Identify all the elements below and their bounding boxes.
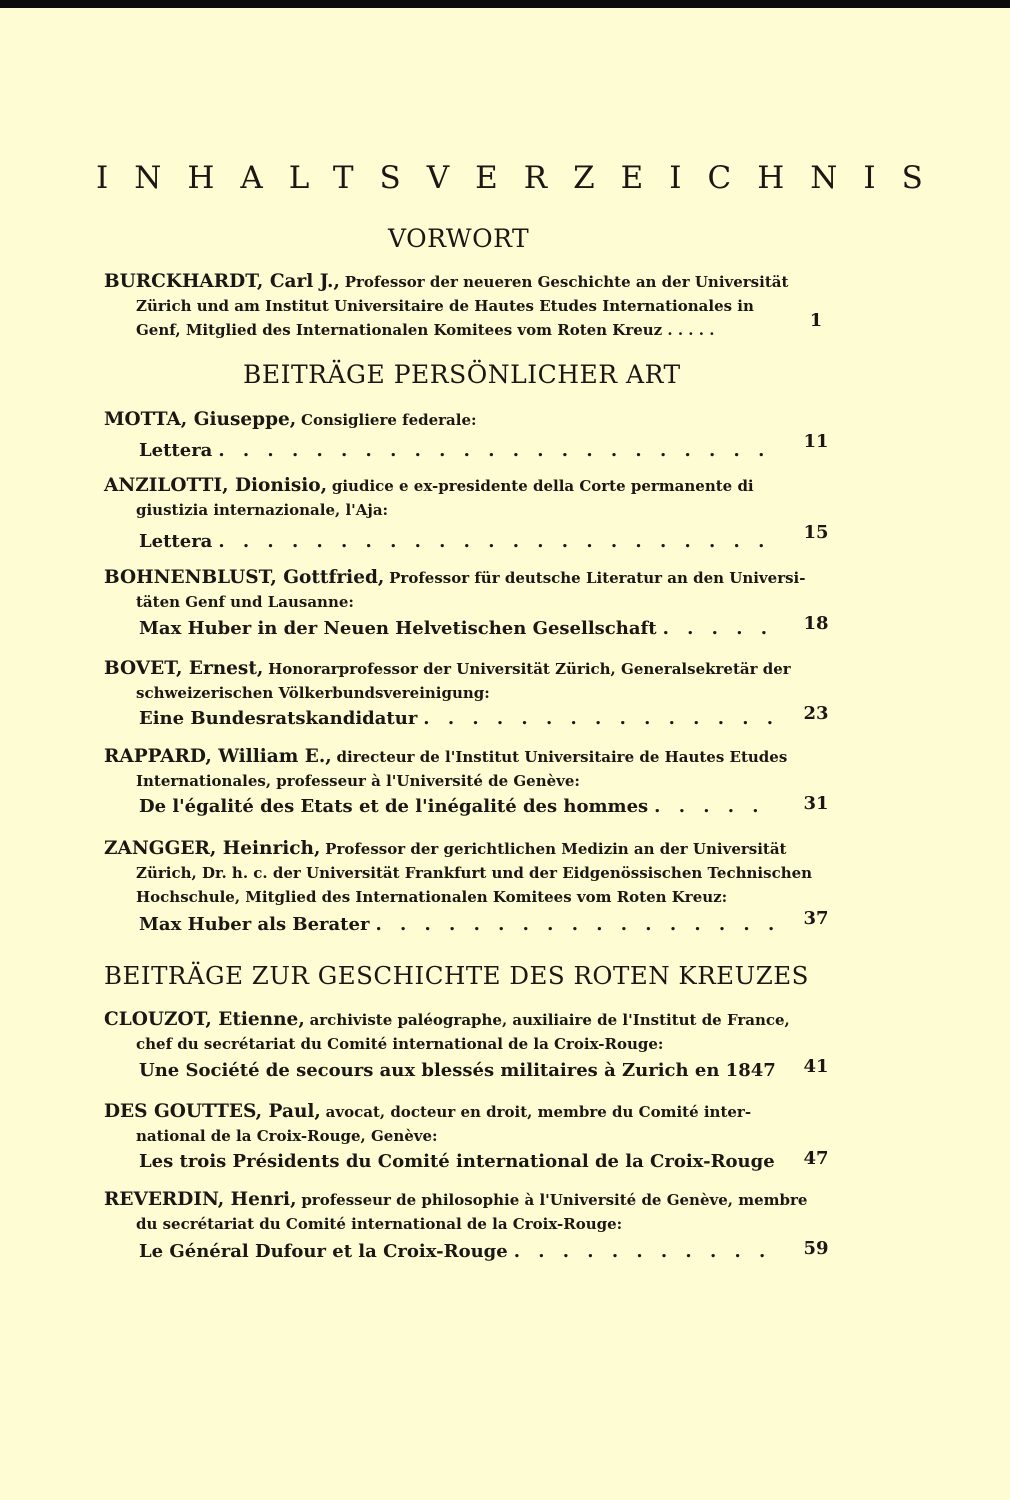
author-description: giudice e ex-presidente della Corte permanente di xyxy=(331,477,754,495)
author-description-cont: täten Genf und Lausanne: xyxy=(136,593,354,611)
author-description: Professor der neueren Geschichte an der Universität xyxy=(344,273,789,291)
article-title-row xyxy=(139,1151,789,1179)
leader-dots xyxy=(369,914,775,935)
author-description-cont: Hochschule, Mitglied des Internationalen Komitees vom Roten Kreuz: xyxy=(136,888,728,906)
author-name: BOHNENBLUST, Gottfried, xyxy=(104,567,385,588)
author-description: Professor der gerichtlichen Medizin an der Universität xyxy=(325,840,787,858)
article-title-row xyxy=(139,914,775,942)
entry-author-line xyxy=(104,566,806,590)
article-title: Lettera xyxy=(139,440,213,461)
author-description-cont: du secrétariat du Comité international de la Croix-Rouge: xyxy=(136,1215,623,1233)
entry-author-line xyxy=(104,270,789,294)
article-title: Max Huber als Berater xyxy=(139,914,370,935)
leader-dots xyxy=(212,440,775,461)
page-number: 59 xyxy=(803,1238,829,1259)
entry-author-line xyxy=(104,745,788,769)
page-number: 41 xyxy=(803,1056,829,1077)
article-title-row xyxy=(139,440,775,468)
entry-author-line xyxy=(104,837,787,861)
page-number: 31 xyxy=(803,793,829,814)
leader-dots xyxy=(508,1241,775,1262)
page-title: INHALTSVERZEICHNIS xyxy=(96,160,949,196)
author-description-cont: schweizerischen Völkerbundsvereinigung: xyxy=(136,684,490,702)
page-number: 23 xyxy=(803,703,829,724)
article-title-row xyxy=(139,1060,789,1088)
article-title: Les trois Présidents du Comité international de la Croix-Rouge xyxy=(139,1151,775,1172)
author-description: Consigliere federale: xyxy=(301,411,477,429)
author-description: avocat, docteur en droit, membre du Comité inter- xyxy=(325,1103,752,1121)
entry-author-line xyxy=(104,1100,784,1124)
leader-dots xyxy=(417,708,775,729)
article-title-row xyxy=(139,618,775,646)
author-name: BOVET, Ernest, xyxy=(104,658,264,679)
author-description-cont: giustizia internazionale, l'Aja: xyxy=(136,501,389,519)
author-name: DES GOUTTES, Paul, xyxy=(104,1101,321,1122)
author-name: REVERDIN, Henri, xyxy=(104,1189,297,1210)
article-title-row xyxy=(139,531,775,559)
entry-author-line xyxy=(104,408,784,432)
section-heading-vorwort: VORWORT xyxy=(388,224,530,253)
author-description: directeur de l'Institut Universitaire de Hautes Etudes xyxy=(336,748,788,766)
article-title-row xyxy=(139,796,775,824)
article-title: De l'égalité des Etats et de l'inégalité des hommes xyxy=(139,796,649,817)
section-heading-rotes-kreuz: BEITRÄGE ZUR GESCHICHTE DES ROTEN KREUZES xyxy=(104,961,809,990)
page-number: 18 xyxy=(803,613,829,634)
author-description-cont: national de la Croix-Rouge, Genève: xyxy=(136,1127,438,1145)
leader-dots xyxy=(212,531,775,552)
page-number: 1 xyxy=(809,310,823,331)
page-number: 47 xyxy=(803,1148,829,1169)
entry-author-line xyxy=(104,1188,808,1212)
entry-author-line xyxy=(104,657,791,681)
article-title: Lettera xyxy=(139,531,213,552)
author-description-cont: Zürich und am Institut Universitaire de Hautes Etudes Internationales in xyxy=(136,297,754,315)
author-description: professeur de philosophie à l'Université de Genève, membre xyxy=(301,1191,808,1209)
leader-dots xyxy=(657,618,775,639)
author-name: ANZILOTTI, Dionisio, xyxy=(104,475,328,496)
article-title: Eine Bundesratskandidatur xyxy=(139,708,418,729)
article-title-row xyxy=(139,1241,775,1269)
author-description: archiviste paléographe, auxiliaire de l'Institut de France, xyxy=(309,1011,790,1029)
page-number: 11 xyxy=(803,431,829,452)
article-title: Max Huber in der Neuen Helvetischen Gesellschaft xyxy=(139,618,657,639)
author-description: Professor für deutsche Literatur an den Universi- xyxy=(389,569,806,587)
leader-dots xyxy=(648,796,775,817)
entry-author-line xyxy=(104,1008,790,1032)
author-description-cont: Internationales, professeur à l'Université de Genève: xyxy=(136,772,580,790)
author-description-cont: Zürich, Dr. h. c. der Universität Frankfurt und der Eidgenössischen Technischen xyxy=(136,864,813,882)
author-name: BURCKHARDT, Carl J., xyxy=(104,271,340,292)
page-number: 15 xyxy=(803,522,829,543)
article-title-row xyxy=(139,708,775,736)
entry-author-line xyxy=(104,474,784,498)
author-description: Honorarprofessor der Universität Zürich, Generalsekretär der xyxy=(268,660,791,678)
section-heading-persoenlicher-art: BEITRÄGE PERSÖNLICHER ART xyxy=(243,360,681,389)
author-description-cont: chef du secrétariat du Comité international de la Croix-Rouge: xyxy=(136,1035,664,1053)
author-name: RAPPARD, William E., xyxy=(104,746,332,767)
author-name: ZANGGER, Heinrich, xyxy=(104,838,321,859)
article-title: Le Général Dufour et la Croix-Rouge xyxy=(139,1241,508,1262)
author-name: MOTTA, Giuseppe, xyxy=(104,409,297,430)
page-number: 37 xyxy=(803,908,829,929)
article-title: Une Société de secours aux blessés militaires à Zurich en 1847 xyxy=(139,1060,776,1081)
author-name: CLOUZOT, Etienne, xyxy=(104,1009,305,1030)
author-description-cont: Genf, Mitglied des Internationalen Komitees vom Roten Kreuz . . . . . xyxy=(136,321,715,339)
